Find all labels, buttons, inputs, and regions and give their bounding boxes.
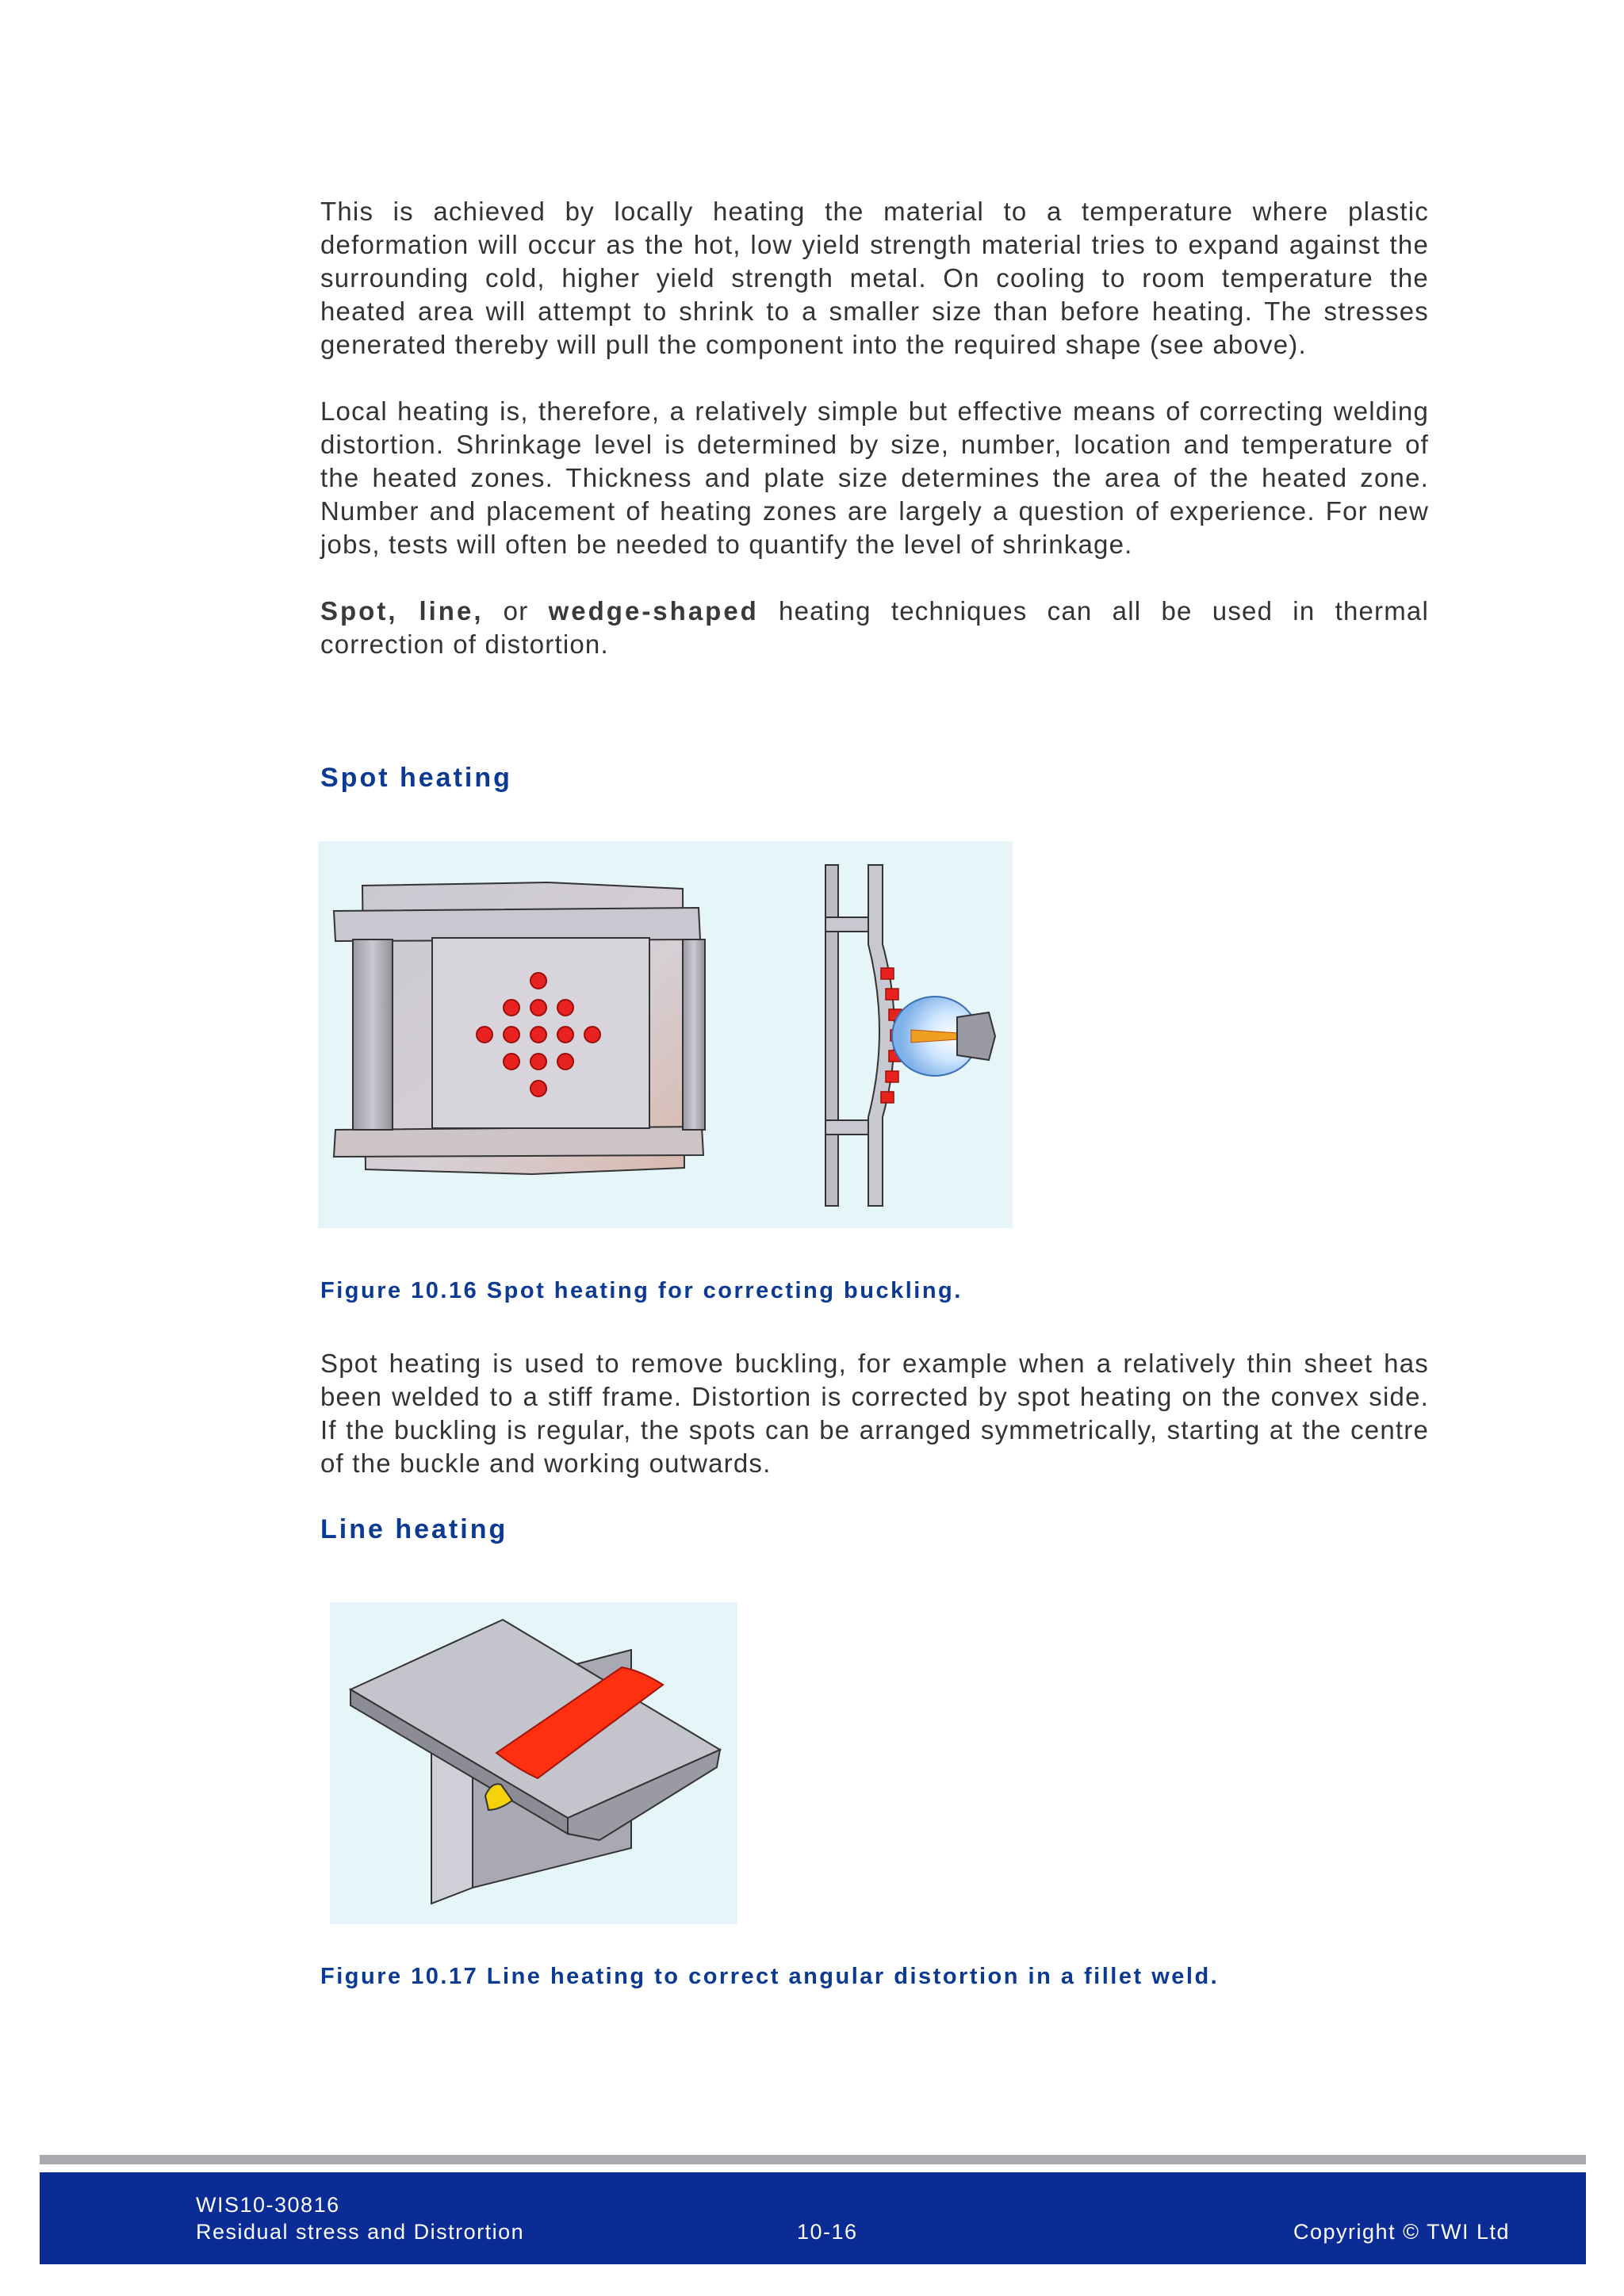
text-or: or	[483, 596, 549, 626]
footer-title: Residual stress and Distrortion	[196, 2220, 525, 2244]
top-flange	[334, 908, 700, 941]
bold-term-spot-line: Spot, line,	[320, 596, 484, 626]
paragraph-heating-techniques	[320, 595, 1429, 661]
footer-doc-id: WIS10-30816	[196, 2193, 340, 2217]
page-footer	[40, 2172, 1586, 2264]
paragraph-local-heating: This is achieved by locally heating the material to a temperature where plastic deformation will occur as the hot, low yield strength material tries to expand against the surrounding cold, higher yield strength metal. On cooling to room temperature the heated area will attempt to shrink to a smaller size than before heating. The stresses generated thereby will pull the component into the required shape (see above).	[320, 197, 1429, 359]
footer-copyright: Copyright © TWI Ltd	[1293, 2220, 1510, 2244]
footer-page-number: 10-16	[797, 2220, 858, 2244]
paragraph-local-heating-effectiveness: Local heating is, therefore, a relatively simple but effective means of correcting welding distortion. Shrinkage level is determined by size, number, location and temperature of the heated zones. Thickness and plate size determines the area of the heated zone. Number and placement of heating zones are largely a question of experience. For new jobs, tests will often be needed to quantify the level of shrinkage.	[320, 396, 1429, 559]
page-content	[320, 195, 1429, 661]
heading-line-heating: Line heating	[320, 1514, 508, 1544]
footer-divider	[40, 2155, 1586, 2164]
right-stiffener	[683, 939, 705, 1130]
spot-heating-illustration	[318, 841, 1013, 1228]
torch-nozzle-icon	[957, 1012, 995, 1060]
figure-spot-heating	[318, 841, 1013, 1228]
text-techniques-rest: heating techniques can all be used in thermal correction of distortion.	[320, 596, 1430, 659]
side-flange	[825, 865, 838, 1206]
heading-spot-heating: Spot heating	[320, 763, 512, 793]
left-stiffener	[353, 939, 393, 1130]
side-stiffener-top	[825, 917, 870, 932]
line-heating-illustration	[330, 1602, 737, 1924]
paragraph-spot-heating: Spot heating is used to remove buckling, for example when a relatively thin sheet has been welded to a stiff frame. Distortion is corrected by spot heating on the convex side. If the buckling is regular, the spots can be arranged symmetrically, starting at the centre of the buckle and working outwards.	[320, 1349, 1429, 1478]
figure-line-heating	[330, 1602, 737, 1924]
bold-term-wedge: wedge-shaped	[548, 596, 759, 626]
bottom-flange	[334, 1127, 703, 1157]
figure-10-17-caption: Figure 10.17 Line heating to correct angular distortion in a fillet weld.	[320, 1964, 1220, 1989]
figure-10-16-caption: Figure 10.16 Spot heating for correcting buckling.	[320, 1278, 963, 1303]
side-stiffener-bottom	[825, 1120, 870, 1135]
